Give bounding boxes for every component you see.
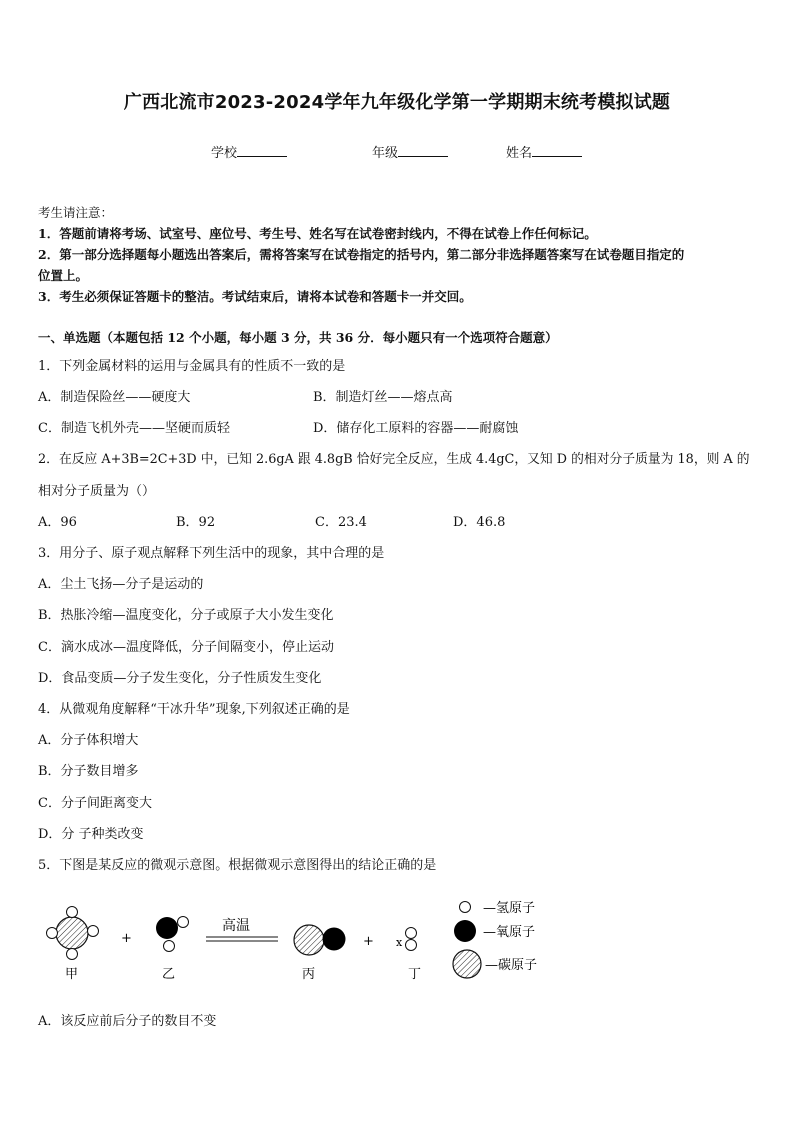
- grade-blank[interactable]: [398, 144, 448, 157]
- option[interactable]: C．滴水成冰—温度降低，分子间隔变小，停止运动: [38, 640, 334, 655]
- option[interactable]: B．分子数目增多: [38, 764, 139, 779]
- section-heading: 一、单选题（本题包括 12 个小题，每小题 3 分，共 36 分．每小题只有一个选项符合题意）: [38, 330, 558, 345]
- option[interactable]: D．储存化工原料的容器——耐腐蚀: [313, 421, 519, 436]
- option[interactable]: B．制造灯丝——熔点高: [313, 390, 453, 405]
- notice-item: 2．第一部分选择题每小题选出答案后，需将答案写在试卷指定的括号内，第二部分非选择题答案写在试卷题目指定的: [38, 247, 685, 262]
- option[interactable]: D．分 子种类改变: [38, 827, 144, 842]
- label-yi: 乙: [162, 967, 176, 982]
- carbon-monoxide-molecule: [294, 925, 346, 955]
- notice-heading: 考生请注意：: [38, 205, 114, 220]
- notice-item: 位置上。: [38, 268, 89, 283]
- name-label: 姓名: [506, 146, 533, 161]
- question-stem: 4．从微观角度解释“干冰升华”现象,下列叙述正确的是: [38, 702, 350, 717]
- option[interactable]: C．制造飞机外壳——坚硬而质轻: [38, 421, 230, 436]
- option[interactable]: C．分子间距离变大: [38, 796, 152, 811]
- name-field[interactable]: [506, 142, 582, 161]
- legend-carbon-label: —碳原子: [485, 958, 538, 973]
- legend-hydrogen: [460, 901, 536, 916]
- option[interactable]: A．96: [38, 515, 77, 530]
- option[interactable]: A．制造保险丝——硬度大: [38, 390, 191, 405]
- methane-molecule: [47, 907, 99, 960]
- coefficient-x: x: [396, 936, 403, 949]
- grade-field[interactable]: [372, 142, 448, 161]
- option[interactable]: B．热胀冷缩—温度变化，分子或原子大小发生变化: [38, 608, 334, 623]
- option[interactable]: D．46.8: [453, 515, 506, 530]
- legend-oxygen: [454, 920, 535, 942]
- question-stem: 5．下图是某反应的微观示意图。根据微观示意图得出的结论正确的是: [38, 858, 437, 873]
- notice-item: 1．答题前请将考场、试室号、座位号、考生号、姓名写在试卷密封线内，不得在试卷上作任何标记。: [38, 226, 597, 241]
- plus-sign: +: [121, 931, 132, 946]
- option[interactable]: A．分子体积增大: [38, 733, 139, 748]
- option[interactable]: D．食品变质—分子发生变化，分子性质发生变化: [38, 671, 322, 686]
- label-bing: 丙: [302, 967, 316, 982]
- grade-label: 年级: [372, 146, 399, 161]
- school-blank[interactable]: [237, 144, 287, 157]
- question-stem: 1．下列金属材料的运用与金属具有的性质不一致的是: [38, 359, 346, 374]
- plus-sign: +: [363, 934, 374, 949]
- reaction-condition: 高温: [222, 918, 250, 934]
- option[interactable]: B．92: [176, 515, 216, 530]
- notice-item: 3．考生必须保证答题卡的整洁。考试结束后，请将本试卷和答题卡一并交回。: [38, 289, 472, 304]
- question-stem: 2．在反应 A+3B=2C+3D 中，已知 2.6gA 跟 4.8gB 恰好完全反应，生成 4.4gC，又知 D 的相对分子质量为 18，则 A 的: [38, 452, 750, 467]
- water-molecule: [156, 917, 189, 952]
- option[interactable]: A．该反应前后分子的数目不变: [38, 1014, 217, 1029]
- label-jia: 甲: [65, 967, 79, 982]
- option[interactable]: A．尘土飞扬—分子是运动的: [38, 577, 204, 592]
- page-title: 广西北流市2023-2024学年九年级化学第一学期期末统考模拟试题: [123, 92, 671, 113]
- hydrogen-molecule: [406, 928, 417, 951]
- name-blank[interactable]: [532, 144, 582, 157]
- school-field[interactable]: [211, 142, 287, 161]
- legend-carbon: [453, 950, 537, 978]
- school-label: 学校: [211, 146, 238, 161]
- reaction-diagram: [0, 890, 794, 1000]
- question-stem: 3．用分子、原子观点解释下列生活中的现象，其中合理的是: [38, 546, 385, 561]
- legend-oxygen-label: —氧原子: [483, 925, 536, 940]
- label-ding: 丁: [408, 967, 422, 982]
- legend-hydrogen-label: —氢原子: [483, 901, 536, 916]
- option[interactable]: C．23.4: [315, 515, 367, 530]
- question-stem-continued: 相对分子质量为（）: [38, 484, 156, 499]
